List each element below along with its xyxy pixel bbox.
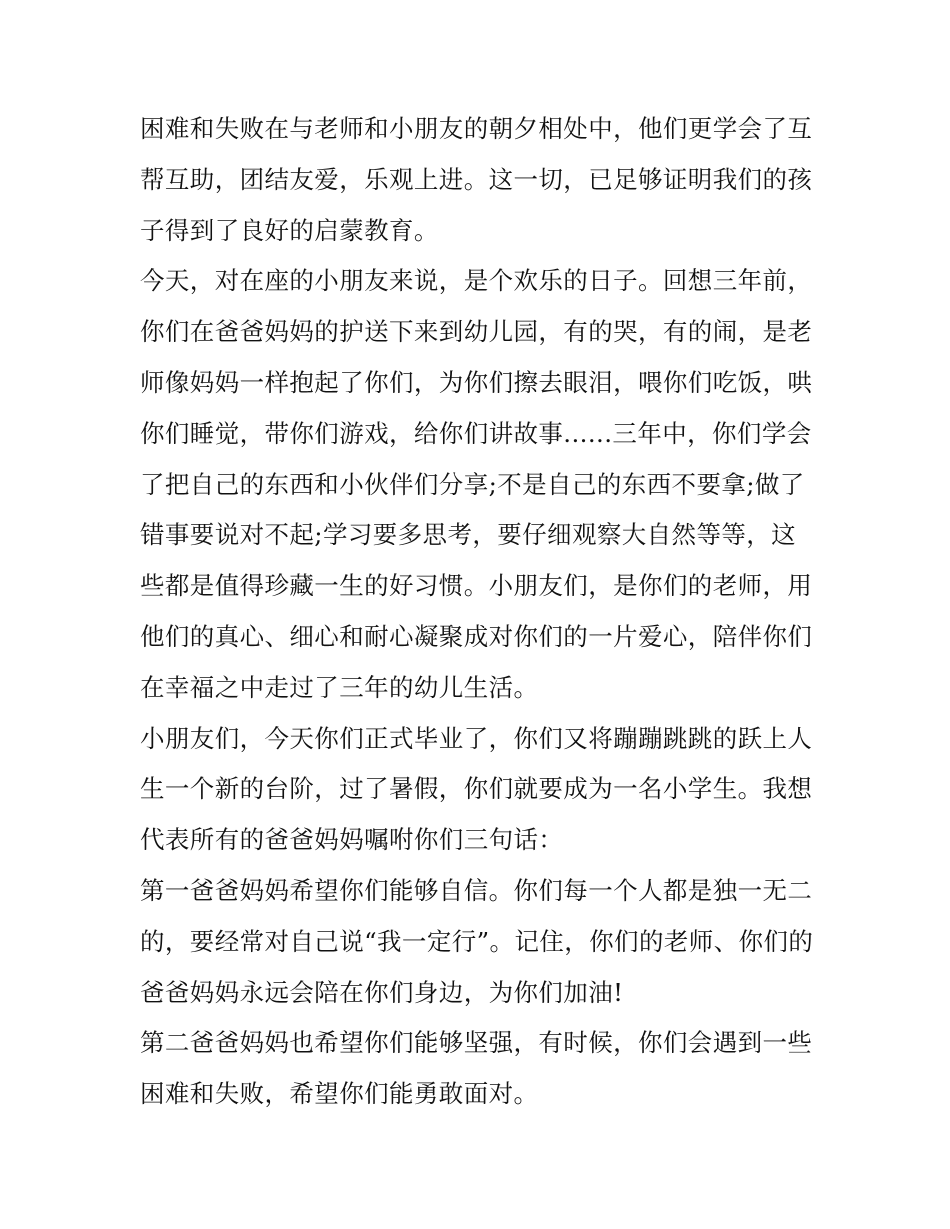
document-body (140, 104, 820, 1120)
text-line: 了把自己的东西和小伙伴们分享;不是自己的东西不要拿;做了 (140, 469, 805, 499)
text-line: 些都是值得珍藏一生的好习惯。小朋友们，是你们的老师，用 (140, 571, 813, 601)
text-line: 爸爸妈妈永远会陪在你们身边，为你们加油! (140, 977, 624, 1007)
text-line: 困难和失败在与老师和小朋友的朝夕相处中，他们更学会了互 (140, 114, 813, 143)
text-line: 帮互助，团结友爱，乐观上进。这一切，已足够证明我们的孩 (140, 164, 813, 194)
text-line: 第一爸爸妈妈希望你们能够自信。你们每一个人都是独一无二 (140, 875, 813, 905)
text-line: 生一个新的台阶，过了暑假，你们就要成为一名小学生。我想 (140, 774, 813, 804)
text-line: 他们的真心、细心和耐心凝聚成对你们的一片爱心，陪伴你们 (140, 621, 813, 651)
text-line: 子得到了良好的启蒙教育。 (140, 215, 439, 245)
text-line: 在幸福之中走过了三年的幼儿生活。 (140, 672, 539, 702)
text-line: 代表所有的爸爸妈妈嘱咐你们三句话： (140, 825, 564, 855)
text-line: 你们睡觉，带你们游戏，给你们讲故事......三年中，你们学会 (140, 418, 812, 448)
text-line: 师像妈妈一样抱起了你们，为你们擦去眼泪，喂你们吃饭，哄 (140, 367, 813, 397)
text-line: 今天，对在座的小朋友来说，是个欢乐的日子。回想三年前， (140, 266, 813, 296)
text-line: 的，要经常对自己说“我一定行”。记住，你们的老师、你们的 (140, 926, 814, 956)
text-line: 第二爸爸妈妈也希望你们能够坚强，有时候，你们会遇到一些 (140, 1028, 813, 1058)
text-line: 你们在爸爸妈妈的护送下来到幼儿园，有的哭，有的闹，是老 (140, 317, 813, 347)
text-line: 错事要说对不起;学习要多思考，要仔细观察大自然等等，这 (140, 520, 797, 550)
text-line: 小朋友们，今天你们正式毕业了，你们又将蹦蹦跳跳的跃上人 (140, 723, 813, 753)
text-line: 困难和失败，希望你们能勇敢面对。 (140, 1079, 539, 1109)
